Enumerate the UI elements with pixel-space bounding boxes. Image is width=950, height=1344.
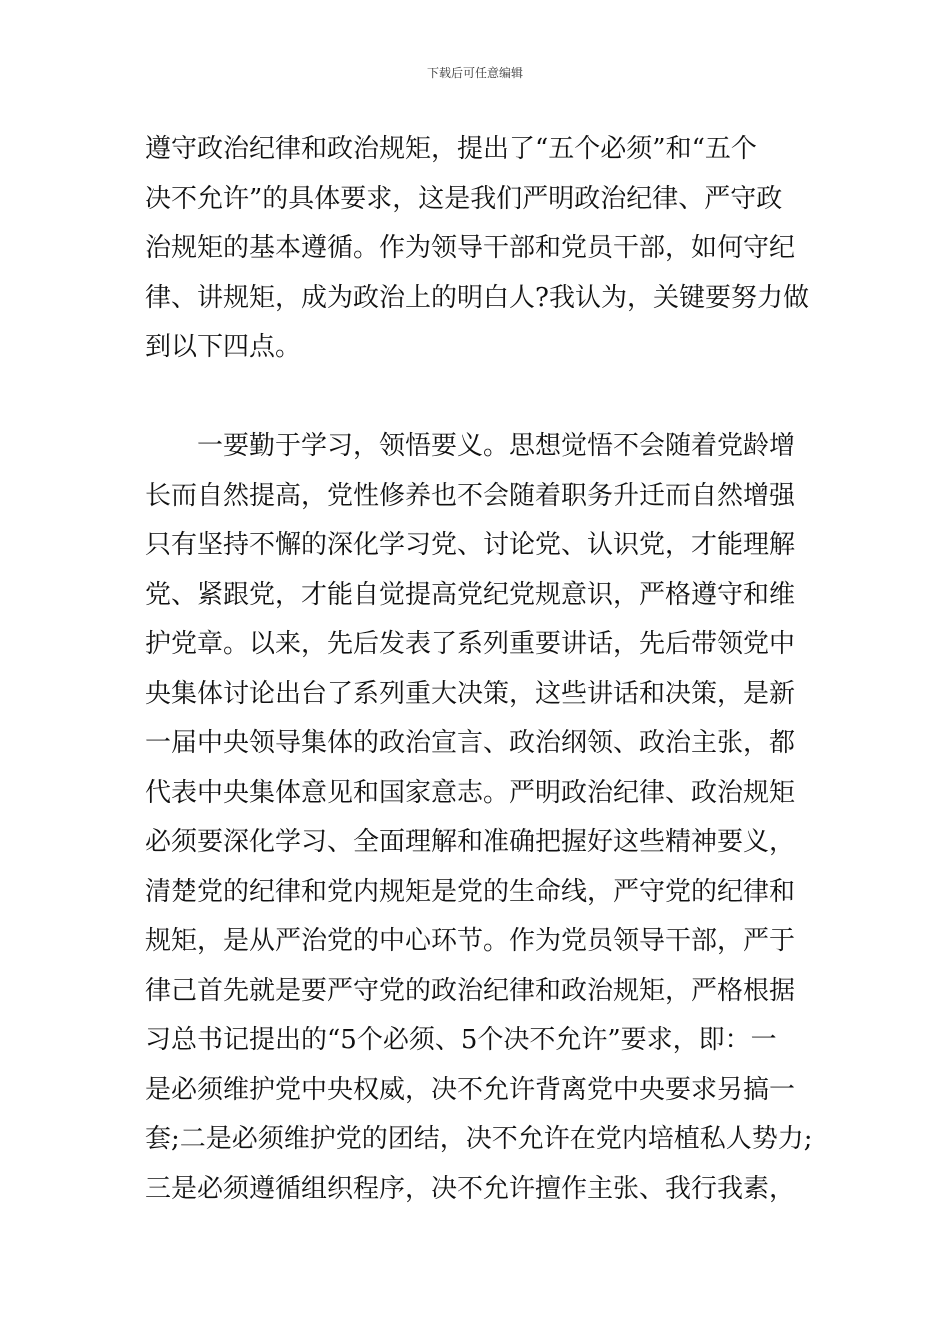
text-line: 只有坚持不懈的深化学习党、讨论党、认识党，才能理解 bbox=[145, 530, 796, 560]
text-line: 护党章。以来，先后发表了系列重要讲话，先后带领党中 bbox=[145, 629, 796, 659]
text-line: 律、讲规矩，成为政治上的明白人?我认为，关键要努力做 bbox=[145, 282, 809, 313]
text-line: 三是必须遵循组织程序，决不允许擅作主张、我行我素， bbox=[145, 1173, 796, 1204]
text-line: 党、紧跟党，才能自觉提高党纪党规意识，严格遵守和维 bbox=[145, 579, 796, 610]
text-line: 代表中央集体意见和国家意志。严明政治纪律、政治规矩 bbox=[145, 777, 796, 808]
header-note: 下载后可任意编辑 bbox=[426, 66, 523, 80]
text-line: 律己首先就是要严守党的政治纪律和政治规矩，严格根据 bbox=[145, 975, 796, 1006]
text-line: 清楚党的纪律和党内规矩是党的生命线，严守党的纪律和 bbox=[145, 876, 796, 907]
text-line: 决不允许”的具体要求，这是我们严明政治纪律、严守政 bbox=[145, 183, 783, 214]
text-line: 习总书记提出的“5个必须、5个决不允许”要求，即：一 bbox=[145, 1025, 777, 1055]
text-line: 到以下四点。 bbox=[145, 332, 302, 362]
text-line: 必须要深化学习、全面理解和准确把握好这些精神要义， bbox=[145, 827, 796, 857]
text-line: 央集体讨论出台了系列重大决策，这些讲话和决策，是新 bbox=[145, 678, 796, 709]
text-line: 规矩，是从严治党的中心环节。作为党员领导干部，严于 bbox=[145, 926, 796, 956]
text-line: 一届中央领导集体的政治宣言、政治纲领、政治主张，都 bbox=[145, 728, 796, 758]
text-line: 套;二是必须维护党的团结，决不允许在党内培植私人势力; bbox=[145, 1124, 813, 1154]
text-line: 一要勤于学习，领悟要义。思想觉悟不会随着党龄增 bbox=[145, 431, 796, 461]
paragraph-study bbox=[145, 422, 813, 1214]
text-line: 长而自然提高，党性修养也不会随着职务升迁而自然增强 bbox=[145, 480, 796, 511]
paragraph-intro bbox=[145, 125, 810, 373]
text-line: 是必须维护党中央权威，决不允许背离党中央要求另搞一 bbox=[145, 1074, 796, 1105]
text-line: 治规矩的基本遵循。作为领导干部和党员干部，如何守纪 bbox=[145, 233, 796, 263]
text-line: 遵守政治纪律和政治规矩，提出了“五个必须”和“五个 bbox=[145, 134, 757, 164]
